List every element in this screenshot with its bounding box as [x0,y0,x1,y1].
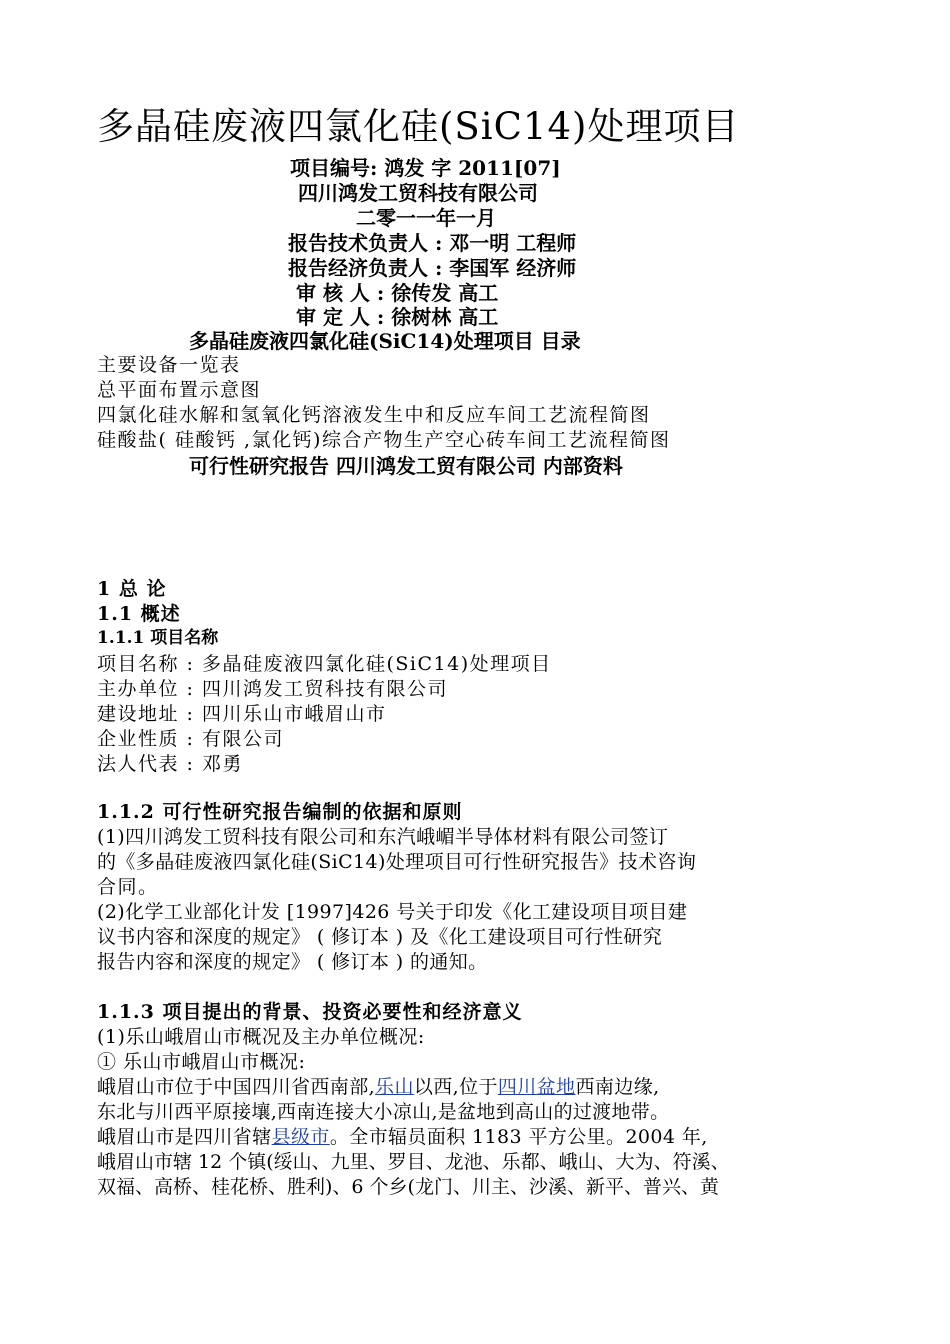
approver: 审 定 人 : 徐树林 高工 [296,305,499,329]
basis-line: 议书内容和深度的规定》 ( 修订本 ) 及《化工建设项目可行性研究 [97,926,663,948]
report-label: 可行性研究报告 四川鸿发工贸有限公司 内部资料 [189,454,623,478]
background-paragraph-line: 双福、高桥、桂花桥、胜利)、6 个乡(龙门、川主、沙溪、新平、普兴、黄 [97,1176,719,1198]
background-line: ① 乐山市峨眉山市概况: [97,1051,306,1073]
project-field: 项目名称 : 多晶硅废液四氯化硅(SiC14)处理项目 [97,653,552,675]
section-heading-1: 1 总 论 [97,578,167,600]
section-heading-1-1-2: 1.1.2 可行性研究报告编制的依据和原则 [97,801,463,823]
basis-line: 报告内容和深度的规定》 ( 修订本 ) 的通知。 [97,951,488,973]
project-field: 建设地址 : 四川乐山市峨眉山市 [97,703,387,725]
background-paragraph-line: 东北与川西平原接壤,西南连接大小凉山,是盆地到高山的过渡地带。 [97,1101,670,1123]
toc-item: 四氯化硅水解和氢氧化钙溶液发生中和反应车间工艺流程简图 [97,404,651,426]
project-field: 主办单位 : 四川鸿发工贸科技有限公司 [97,678,448,700]
text-span: 以西,位于 [413,1076,498,1098]
sichuan-basin-link[interactable]: 四川盆地 [497,1076,576,1098]
section-heading-1-1-1: 1.1.1 项目名称 [97,628,219,648]
toc-title: 多晶硅废液四氯化硅(SiC14)处理项目 目录 [189,329,581,353]
leshan-link[interactable]: 乐山 [375,1076,414,1098]
technical-lead: 报告技术负责人 : 邓一明 工程师 [288,231,577,255]
project-number: 项目编号: 鸿发 字 2011[07] [290,156,561,180]
report-date: 二零一一年一月 [356,206,496,230]
section-heading-1-1-3: 1.1.3 项目提出的背景、投资必要性和经济意义 [97,1001,523,1023]
text-span: 西南边缘, [575,1076,660,1098]
text-span: 。全市辐员面积 1183 平方公里。2004 年, [329,1126,708,1148]
toc-item: 主要设备一览表 [97,354,241,376]
background-paragraph-line [97,1128,708,1147]
basis-line: 合同。 [97,876,159,898]
text-span: 峨眉山市是四川省辖 [97,1126,272,1148]
background-line: (1)乐山峨眉山市概况及主办单位概况: [97,1026,425,1048]
basis-line: 的《多晶硅废液四氯化硅(SiC14)处理项目可行性研究报告》技术咨询 [97,851,697,873]
company-name: 四川鸿发工贸科技有限公司 [298,181,538,205]
basis-line: (2)化学工业部化计发 [1997]426 号关于印发《化工建设项目项目建 [97,901,688,923]
toc-item: 总平面布置示意图 [97,379,262,401]
toc-item: 硅酸盐( 硅酸钙 ,氯化钙)综合产物生产空心砖车间工艺流程简图 [97,429,671,451]
economic-lead: 报告经济负责人 : 李国军 经济师 [288,256,577,280]
reviewer: 审 核 人 : 徐传发 高工 [296,281,499,305]
document-title: 多晶硅废液四氯化硅(SiC14)处理项目 [97,105,740,148]
county-city-link[interactable]: 县级市 [271,1126,330,1148]
basis-line: (1)四川鸿发工贸科技有限公司和东汽峨嵋半导体材料有限公司签订 [97,826,669,848]
project-field: 企业性质 : 有限公司 [97,728,284,750]
project-field: 法人代表 : 邓勇 [97,753,243,775]
section-heading-1-1: 1.1 概述 [97,603,181,625]
background-paragraph-line: 峨眉山市辖 12 个镇(绥山、九里、罗目、龙池、乐都、峨山、大为、符溪、 [97,1151,730,1173]
background-paragraph-line [97,1078,660,1097]
text-span: 峨眉山市位于中国四川省西南部, [97,1076,376,1098]
